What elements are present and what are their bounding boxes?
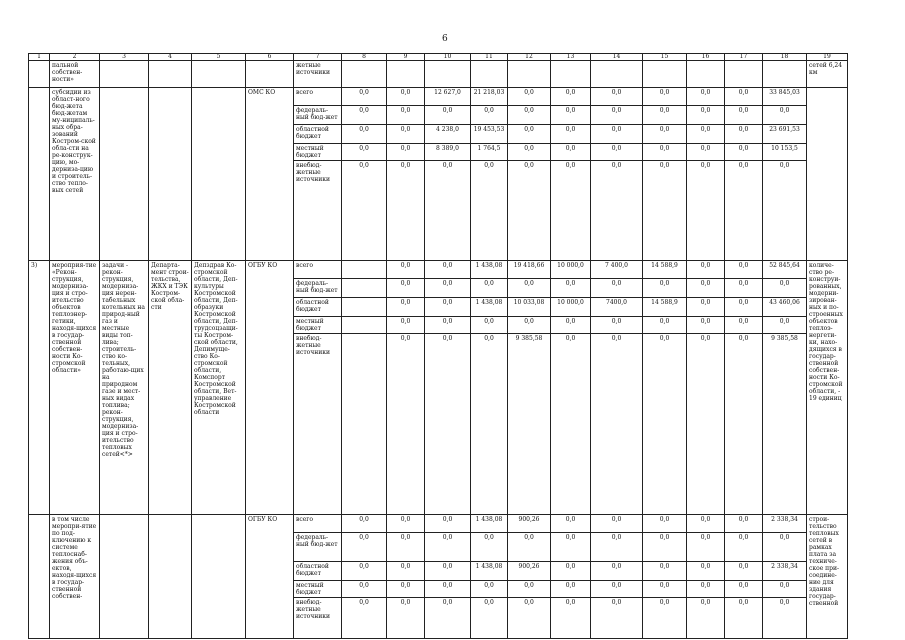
measure-name: пальной собствен-ности» [50,61,100,88]
budget-table [28,53,848,639]
amount-cell: 7 400,0 [591,261,643,279]
amount-cell: 14 588,9 [643,261,687,279]
amount-cell: 0,0 [425,581,471,598]
table-cell [100,515,149,639]
amount-cell: 0,0 [687,533,725,562]
table-header-row [29,54,848,61]
column-header: 8 [342,54,387,61]
amount-cell: 0,0 [687,125,725,144]
executor: ОГБУ КО [246,515,294,639]
amount-cell: 0,0 [643,106,687,125]
amount-cell: 0,0 [643,515,687,533]
amount-cell: 19 453,53 [471,125,508,144]
amount-cell: 0,0 [725,298,763,317]
table-cell [192,515,246,639]
amount-cell: 33 845,03 [763,88,807,106]
amount-cell [342,279,387,298]
amount-cell: 0,0 [387,161,425,261]
measure-name: субсидии из област-ного бюд-жета бюд-жетам му-ниципаль-ных обра-зований Костром-ской обла-сти на ре-конструк-цию, мо-дерниза-цию и строитель-ство тепло-вых сетей [50,88,100,261]
funding-source: областной бюджет [294,125,342,144]
amount-cell: 1 438,08 [471,298,508,317]
table-cell [643,61,687,88]
table-cell [763,61,807,88]
amount-cell: 0,0 [687,144,725,161]
table-row [29,61,848,88]
amount-cell: 9 385,58 [763,334,807,515]
amount-cell [342,298,387,317]
amount-cell: 0,0 [471,317,508,334]
amount-cell: 0,0 [508,106,551,125]
amount-cell: 0,0 [471,334,508,515]
amount-cell: 0,0 [425,298,471,317]
amount-cell: 1 438,08 [471,515,508,533]
amount-cell: 0,0 [591,161,643,261]
amount-cell: 0,0 [387,144,425,161]
amount-cell: 9 385,58 [508,334,551,515]
table-cell [149,88,192,261]
amount-cell: 1 438,08 [471,562,508,581]
amount-cell: 0,0 [643,279,687,298]
column-header: 17 [725,54,763,61]
amount-cell: 0,0 [591,581,643,598]
amount-cell [342,317,387,334]
result-indicator: количе-ство ре-конструи-рованных, модерни-зирован-ных и по-строенных объектов теплоэ-нергети-ки, нахо-дящихся в государ-ственной собствен-ности Ко-стромской области, - 19 единиц [807,261,848,515]
amount-cell: 0,0 [725,515,763,533]
amount-cell: 0,0 [387,88,425,106]
amount-cell: 0,0 [643,598,687,639]
column-header: 16 [687,54,725,61]
table-cell [687,61,725,88]
funding-source: федераль-ный бюд-жет [294,533,342,562]
amount-cell: 10 033,08 [508,298,551,317]
amount-cell: 0,0 [763,161,807,261]
amount-cell: 0,0 [551,581,591,598]
table-cell [149,515,192,639]
amount-cell: 0,0 [725,144,763,161]
column-header: 4 [149,54,192,61]
amount-cell: 0,0 [725,598,763,639]
amount-cell: 0,0 [425,515,471,533]
funding-source: всего [294,261,342,279]
amount-cell: 0,0 [725,88,763,106]
column-header: 9 [387,54,425,61]
amount-cell: 0,0 [551,125,591,144]
executor: ОГБУ КО [246,261,294,515]
amount-cell: 0,0 [425,562,471,581]
column-header: 5 [192,54,246,61]
amount-cell: 0,0 [763,317,807,334]
amount-cell: 900,26 [508,562,551,581]
amount-cell: 0,0 [342,562,387,581]
amount-cell: 0,0 [508,88,551,106]
funding-source: жетные источники [294,61,342,88]
result-indicator: строи-тельство тепловых сетей в рамках плата за техниче-ское при-соедине-ние для здания государ-ственной [807,515,848,639]
amount-cell: 0,0 [551,598,591,639]
responsible-executor: Департа-мент строи-тельства, ЖКХ и ТЭК Костром-ской обла-сти [149,261,192,515]
amount-cell: 0,0 [725,317,763,334]
amount-cell: 0,0 [551,515,591,533]
table-cell [551,61,591,88]
amount-cell: 0,0 [591,144,643,161]
amount-cell: 0,0 [687,261,725,279]
column-header: 12 [508,54,551,61]
amount-cell: 0,0 [551,533,591,562]
amount-cell: 0,0 [425,261,471,279]
column-header: 7 [294,54,342,61]
amount-cell: 21 218,03 [471,88,508,106]
amount-cell: 52 845,64 [763,261,807,279]
amount-cell: 0,0 [551,562,591,581]
amount-cell: 0,0 [342,106,387,125]
table-cell [342,61,387,88]
amount-cell: 0,0 [425,161,471,261]
amount-cell: 0,0 [725,161,763,261]
amount-cell: 0,0 [725,106,763,125]
column-header: 1 [29,54,50,61]
amount-cell: 0,0 [763,598,807,639]
amount-cell: 0,0 [342,144,387,161]
amount-cell: 0,0 [725,562,763,581]
column-header: 13 [551,54,591,61]
amount-cell: 43 460,06 [763,298,807,317]
amount-cell: 0,0 [471,581,508,598]
measure-task: задачи - рекон-струкция, модерниза-ция нерен-табельных котельных на природ-ный газ и местные виды топ-лива; строитель-ство ко-тельных, работаю-щих на природном газе и мест-ных видах топлива; рекон-струкция, модерниза-ция и стро-ительство тепловых сетей<*> [100,261,149,515]
amount-cell: 0,0 [643,144,687,161]
amount-cell: 0,0 [425,334,471,515]
funding-source: местный бюджет [294,144,342,161]
column-header: 6 [246,54,294,61]
column-header: 19 [807,54,848,61]
amount-cell: 7400,0 [591,298,643,317]
amount-cell: 0,0 [763,279,807,298]
amount-cell: 0,0 [687,161,725,261]
amount-cell: 14 588,9 [643,298,687,317]
amount-cell: 0,0 [687,562,725,581]
amount-cell: 0,0 [591,317,643,334]
funding-source: всего [294,88,342,106]
table-cell [29,61,50,88]
amount-cell: 0,0 [342,88,387,106]
funding-source: федераль-ный бюд-жет [294,279,342,298]
amount-cell: 0,0 [643,533,687,562]
amount-cell: 0,0 [687,317,725,334]
amount-cell: 0,0 [387,317,425,334]
amount-cell: 0,0 [425,598,471,639]
amount-cell: 19 418,66 [508,261,551,279]
result-indicator: сетей 6,24 км [807,61,848,88]
amount-cell: 0,0 [508,317,551,334]
funding-source: местный бюджет [294,317,342,334]
funding-source: внебюд-жетные источники [294,161,342,261]
amount-cell: 0,0 [551,279,591,298]
amount-cell: 0,0 [471,161,508,261]
amount-cell: 0,0 [342,515,387,533]
amount-cell: 0,0 [387,533,425,562]
column-header: 14 [591,54,643,61]
amount-cell: 0,0 [591,515,643,533]
funding-source: внебюд-жетные источники [294,334,342,515]
column-header: 10 [425,54,471,61]
amount-cell: 0,0 [471,106,508,125]
table-cell [387,61,425,88]
amount-cell: 10 000,0 [551,261,591,279]
amount-cell: 0,0 [725,334,763,515]
amount-cell: 2 338,34 [763,515,807,533]
amount-cell: 0,0 [508,279,551,298]
amount-cell: 0,0 [687,88,725,106]
amount-cell: 0,0 [471,598,508,639]
table-cell [425,61,471,88]
amount-cell: 0,0 [387,334,425,515]
column-header: 11 [471,54,508,61]
amount-cell: 0,0 [425,106,471,125]
table-cell [591,61,643,88]
amount-cell: 0,0 [342,161,387,261]
amount-cell: 0,0 [342,125,387,144]
table-row [29,515,848,533]
amount-cell [342,261,387,279]
table-cell [100,61,149,88]
column-header: 18 [763,54,807,61]
amount-cell: 0,0 [508,125,551,144]
amount-cell: 0,0 [591,562,643,581]
amount-cell: 0,0 [387,598,425,639]
amount-cell: 0,0 [591,598,643,639]
amount-cell: 0,0 [687,334,725,515]
table-cell [725,61,763,88]
amount-cell: 0,0 [643,334,687,515]
amount-cell: 0,0 [387,581,425,598]
amount-cell: 10 000,0 [551,298,591,317]
funding-source: федераль-ный бюд-жет [294,106,342,125]
row-number: 3) [29,261,50,515]
amount-cell: 0,0 [342,581,387,598]
amount-cell: 0,0 [687,515,725,533]
co-executors: Депздрав Ко-стромской области, Деп-культуры Костромской области, Деп-образуки Костромской области, Деп-трудсоцзащи-ты Костром-ской области, Депимуще-ство Ко-стромской области, Комспорт Костромской области, Вет-управление Костромской области [192,261,246,515]
amount-cell: 0,0 [551,334,591,515]
amount-cell: 0,0 [551,144,591,161]
amount-cell: 0,0 [387,562,425,581]
amount-cell: 0,0 [643,317,687,334]
amount-cell: 0,0 [508,533,551,562]
executor: ОМС КО [246,88,294,261]
amount-cell: 0,0 [425,317,471,334]
measure-name: мероприя-тие «Рекон-струкция, модерниза-ция и стро-ительство объектов теплоэнер-гетики, находя-щихся в государ-ственной собствен-ности Ко-стромской области» [50,261,100,515]
table-cell [100,88,149,261]
amount-cell: 0,0 [387,279,425,298]
amount-cell: 0,0 [342,533,387,562]
amount-cell: 12 627,0 [425,88,471,106]
table-cell [807,88,848,261]
amount-cell: 0,0 [425,533,471,562]
amount-cell: 0,0 [687,298,725,317]
amount-cell: 0,0 [725,533,763,562]
amount-cell: 0,0 [725,261,763,279]
funding-source: местный бюджет [294,581,342,598]
table-cell [192,88,246,261]
table-row [29,261,848,279]
funding-source: внебюд-жетные источники [294,598,342,639]
amount-cell: 0,0 [763,106,807,125]
amount-cell: 2 338,34 [763,562,807,581]
amount-cell: 0,0 [591,533,643,562]
column-header: 3 [100,54,149,61]
table-cell [29,88,50,261]
amount-cell: 0,0 [387,515,425,533]
amount-cell: 23 691,53 [763,125,807,144]
amount-cell: 0,0 [471,533,508,562]
amount-cell: 0,0 [643,581,687,598]
amount-cell: 0,0 [591,334,643,515]
table-cell [246,61,294,88]
amount-cell: 10 153,5 [763,144,807,161]
funding-source: областной бюджет [294,298,342,317]
amount-cell: 0,0 [508,581,551,598]
amount-cell: 0,0 [551,317,591,334]
amount-cell: 0,0 [551,88,591,106]
amount-cell: 0,0 [551,161,591,261]
amount-cell: 0,0 [387,261,425,279]
amount-cell: 0,0 [591,125,643,144]
amount-cell: 0,0 [342,598,387,639]
amount-cell: 1 764,5 [471,144,508,161]
funding-source: всего [294,515,342,533]
amount-cell: 0,0 [643,88,687,106]
table-cell [29,515,50,639]
amount-cell: 0,0 [687,598,725,639]
amount-cell: 0,0 [471,279,508,298]
amount-cell: 0,0 [763,533,807,562]
amount-cell: 0,0 [591,279,643,298]
table-cell [192,61,246,88]
amount-cell: 900,26 [508,515,551,533]
amount-cell: 0,0 [763,581,807,598]
amount-cell: 0,0 [687,106,725,125]
amount-cell: 0,0 [508,161,551,261]
amount-cell: 1 438,08 [471,261,508,279]
amount-cell: 8 389,0 [425,144,471,161]
amount-cell: 0,0 [725,279,763,298]
column-header: 15 [643,54,687,61]
measure-name: в том числе меропри-ятие по под-ключению к системе теплоснаб-жения объ-ектов, находя-щихся в государ-ственной собствен- [50,515,100,639]
amount-cell: 0,0 [643,125,687,144]
amount-cell: 0,0 [687,279,725,298]
page-number: 6 [442,34,448,44]
table-cell [149,61,192,88]
table-cell [471,61,508,88]
amount-cell: 0,0 [425,279,471,298]
table-body [29,54,848,639]
table-row [29,88,848,106]
amount-cell: 0,0 [551,106,591,125]
amount-cell: 0,0 [591,88,643,106]
amount-cell: 0,0 [725,125,763,144]
amount-cell: 0,0 [687,581,725,598]
table-cell [508,61,551,88]
amount-cell: 0,0 [387,125,425,144]
column-header: 2 [50,54,100,61]
amount-cell: 0,0 [643,161,687,261]
amount-cell: 0,0 [591,106,643,125]
amount-cell: 4 238,0 [425,125,471,144]
funding-source: областной бюджет [294,562,342,581]
amount-cell: 0,0 [387,106,425,125]
amount-cell: 0,0 [387,298,425,317]
amount-cell [342,334,387,515]
amount-cell: 0,0 [508,598,551,639]
amount-cell: 0,0 [643,562,687,581]
amount-cell: 0,0 [725,581,763,598]
amount-cell: 0,0 [508,144,551,161]
